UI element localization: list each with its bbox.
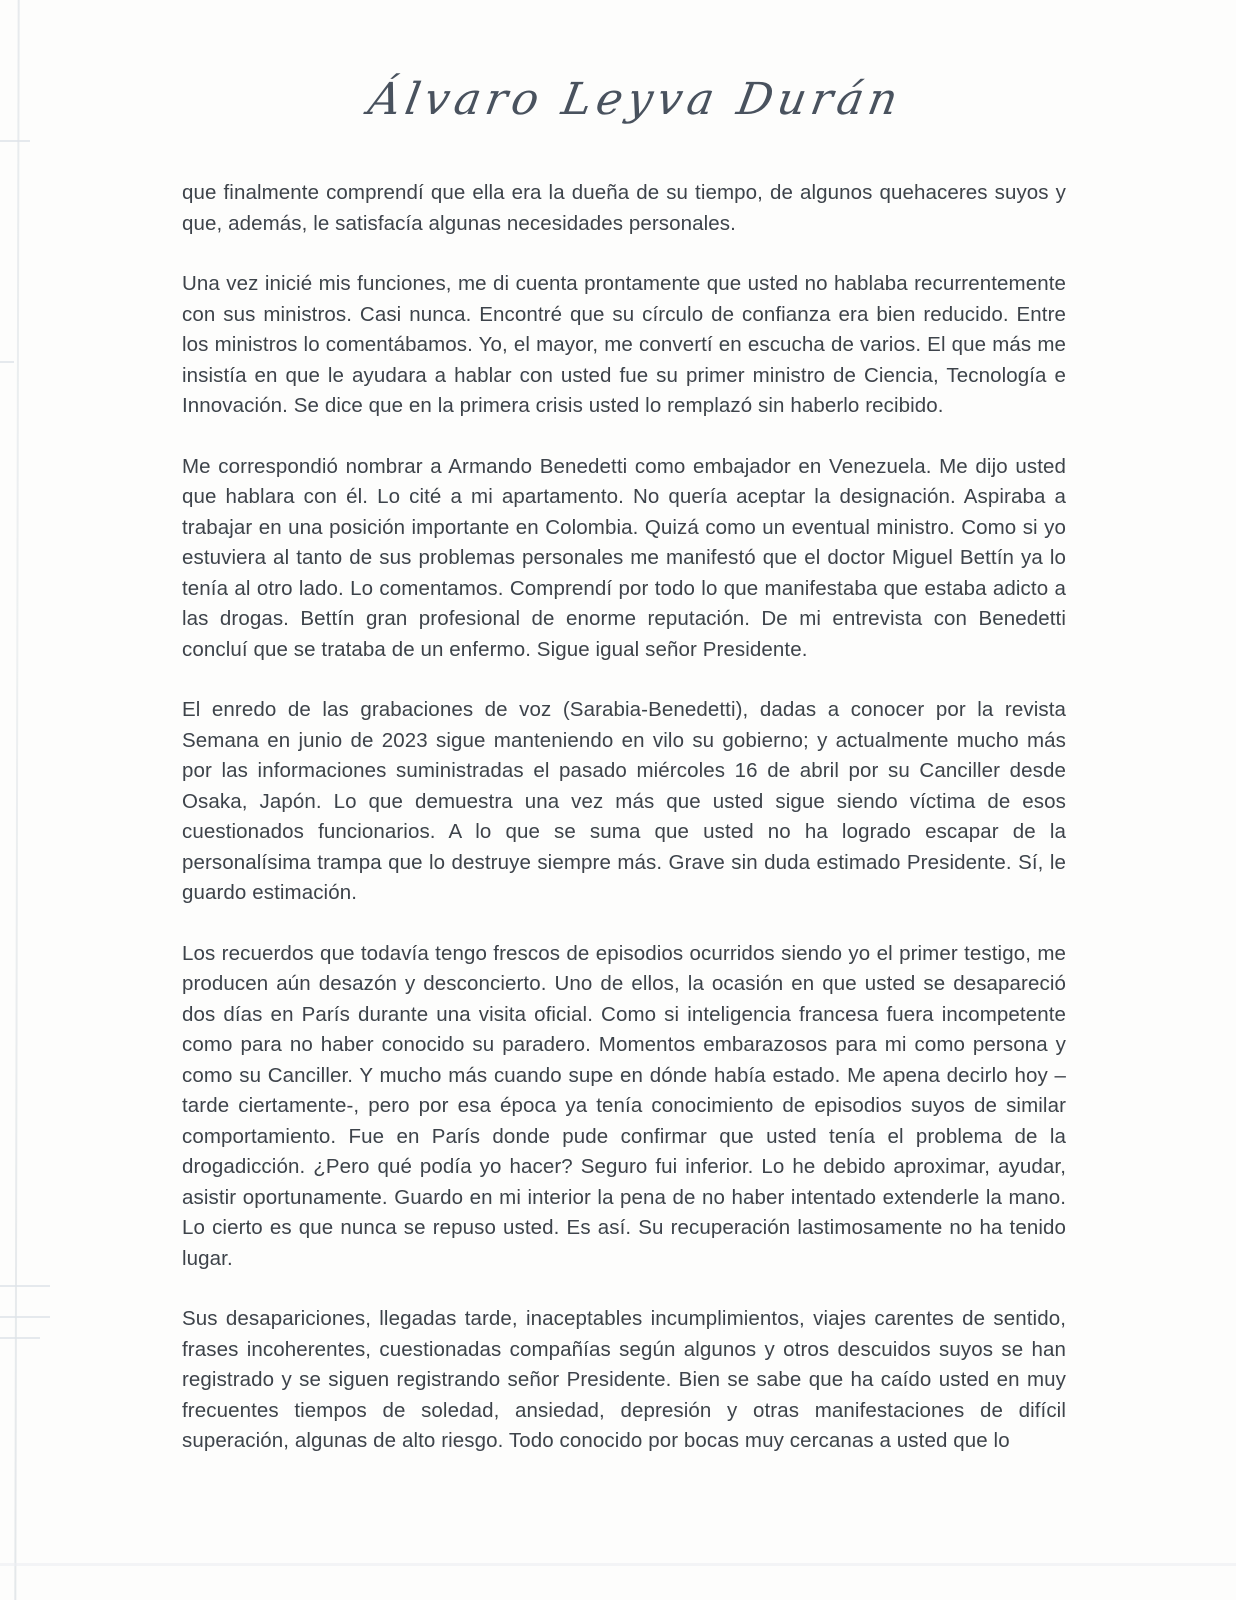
letterhead [0,74,1236,125]
letterhead-name: Álvaro Leyva Durán [364,74,906,125]
letter-body [182,178,1066,1487]
scan-artifact-tick [0,361,14,363]
scan-edge-line [14,0,19,1600]
scan-artifact-tick [0,1285,50,1287]
scan-artifact-tick [0,1316,50,1318]
scan-artifact-tick [0,1337,40,1339]
letter-paragraph-5: Los recuerdos que todavía tengo frescos de episodios ocurridos siendo yo el primer testigo, me producen aún desazón y desconcierto. Uno de ellos, la ocasión en que usted se desapareció dos días en París durante una visita oficial. Como si inteligencia francesa fuera incompetente como para no haber conocido su paradero. Momentos embarazosos para mi como persona y como su Canciller. Y mucho más cuando supe en dónde había estado. Me apena decirlo hoy –tarde ciertamente-, pero por esa época ya tenía conocimiento de episodios suyos de similar comportamiento. Fue en París donde pude confirmar que usted tenía el problema de la drogadicción. ¿Pero qué podía yo hacer? Seguro fui inferior. Lo he debido aproximar, ayudar, asistir oportunamente. Guardo en mi interior la pena de no haber intentado extenderle la mano. Lo cierto es que nunca se repuso usted. Es así. Su recuperación lastimosamente no ha tenido lugar. [182,941,1066,1270]
letter-paragraph-6: Sus desapariciones, llegadas tarde, inaceptables incumplimientos, viajes carentes de sentido, frases incoherentes, cuestionadas compañías según algunos y otros descuidos suyos se han registrado y se siguen registrando señor Presidente. Bien se sabe que ha caído usted en muy frecuentes tiempos de soledad, ansiedad, depresión y otras manifestaciones de difícil superación, algunas de alto riesgo. Todo conocido por bocas muy cercanas a usted que lo [182,1307,1066,1452]
letter-paragraph-2: Una vez inicié mis funciones, me di cuenta prontamente que usted no hablaba recurrentemente con sus ministros. Casi nunca. Encontré que su círculo de confianza era bien reducido. Entre los ministros lo comentábamos. Yo, el mayor, me convertí en escucha de varios. El que más me insistía en que le ayudara a hablar con usted fue su primer ministro de Ciencia, Tecnología e Innovación. Se dice que en la primera crisis usted lo remplazó sin haberlo recibido. [182,272,1066,417]
letter-paragraph-3: Me correspondió nombrar a Armando Benedetti como embajador en Venezuela. Me dijo usted que hablara con él. Lo cité a mi apartamento. No quería aceptar la designación. Aspiraba a trabajar en una posición importante en Colombia. Quizá como un eventual ministro. Como si yo estuviera al tanto de sus problemas personales me manifestó que el doctor Miguel Bettín ya lo tenía al otro lado. Lo comentamos. Comprendí por todo lo que manifestaba que estaba adicto a las drogas. Bettín gran profesional de enorme reputación. De mi entrevista con Benedetti concluí que se trataba de un enfermo. Sigue igual señor Presidente. [182,454,1066,661]
letter-paragraph-1: que finalmente comprendí que ella era la dueña de su tiempo, de algunos quehaceres suyos y que, además, le satisfacía algunas necesidades personales. [182,181,1066,235]
letter-paragraph-4: El enredo de las grabaciones de voz (Sarabia-Benedetti), dadas a conocer por la revista Semana en junio de 2023 sigue manteniendo en vilo su gobierno; y actualmente mucho más por las informaciones suministradas el pasado miércoles 16 de abril por su Canciller desde Osaka, Japón. Lo que demuestra una vez más que usted sigue siendo víctima de esos cuestionados funcionarios. A lo que se suma que usted no ha logrado escapar de la personalísima trampa que lo destruye siempre más. Grave sin duda estimado Presidente. Sí, le guardo estimación. [182,698,1066,904]
scan-artifact-tick [0,140,30,142]
scan-artifact-band [0,1563,1236,1566]
